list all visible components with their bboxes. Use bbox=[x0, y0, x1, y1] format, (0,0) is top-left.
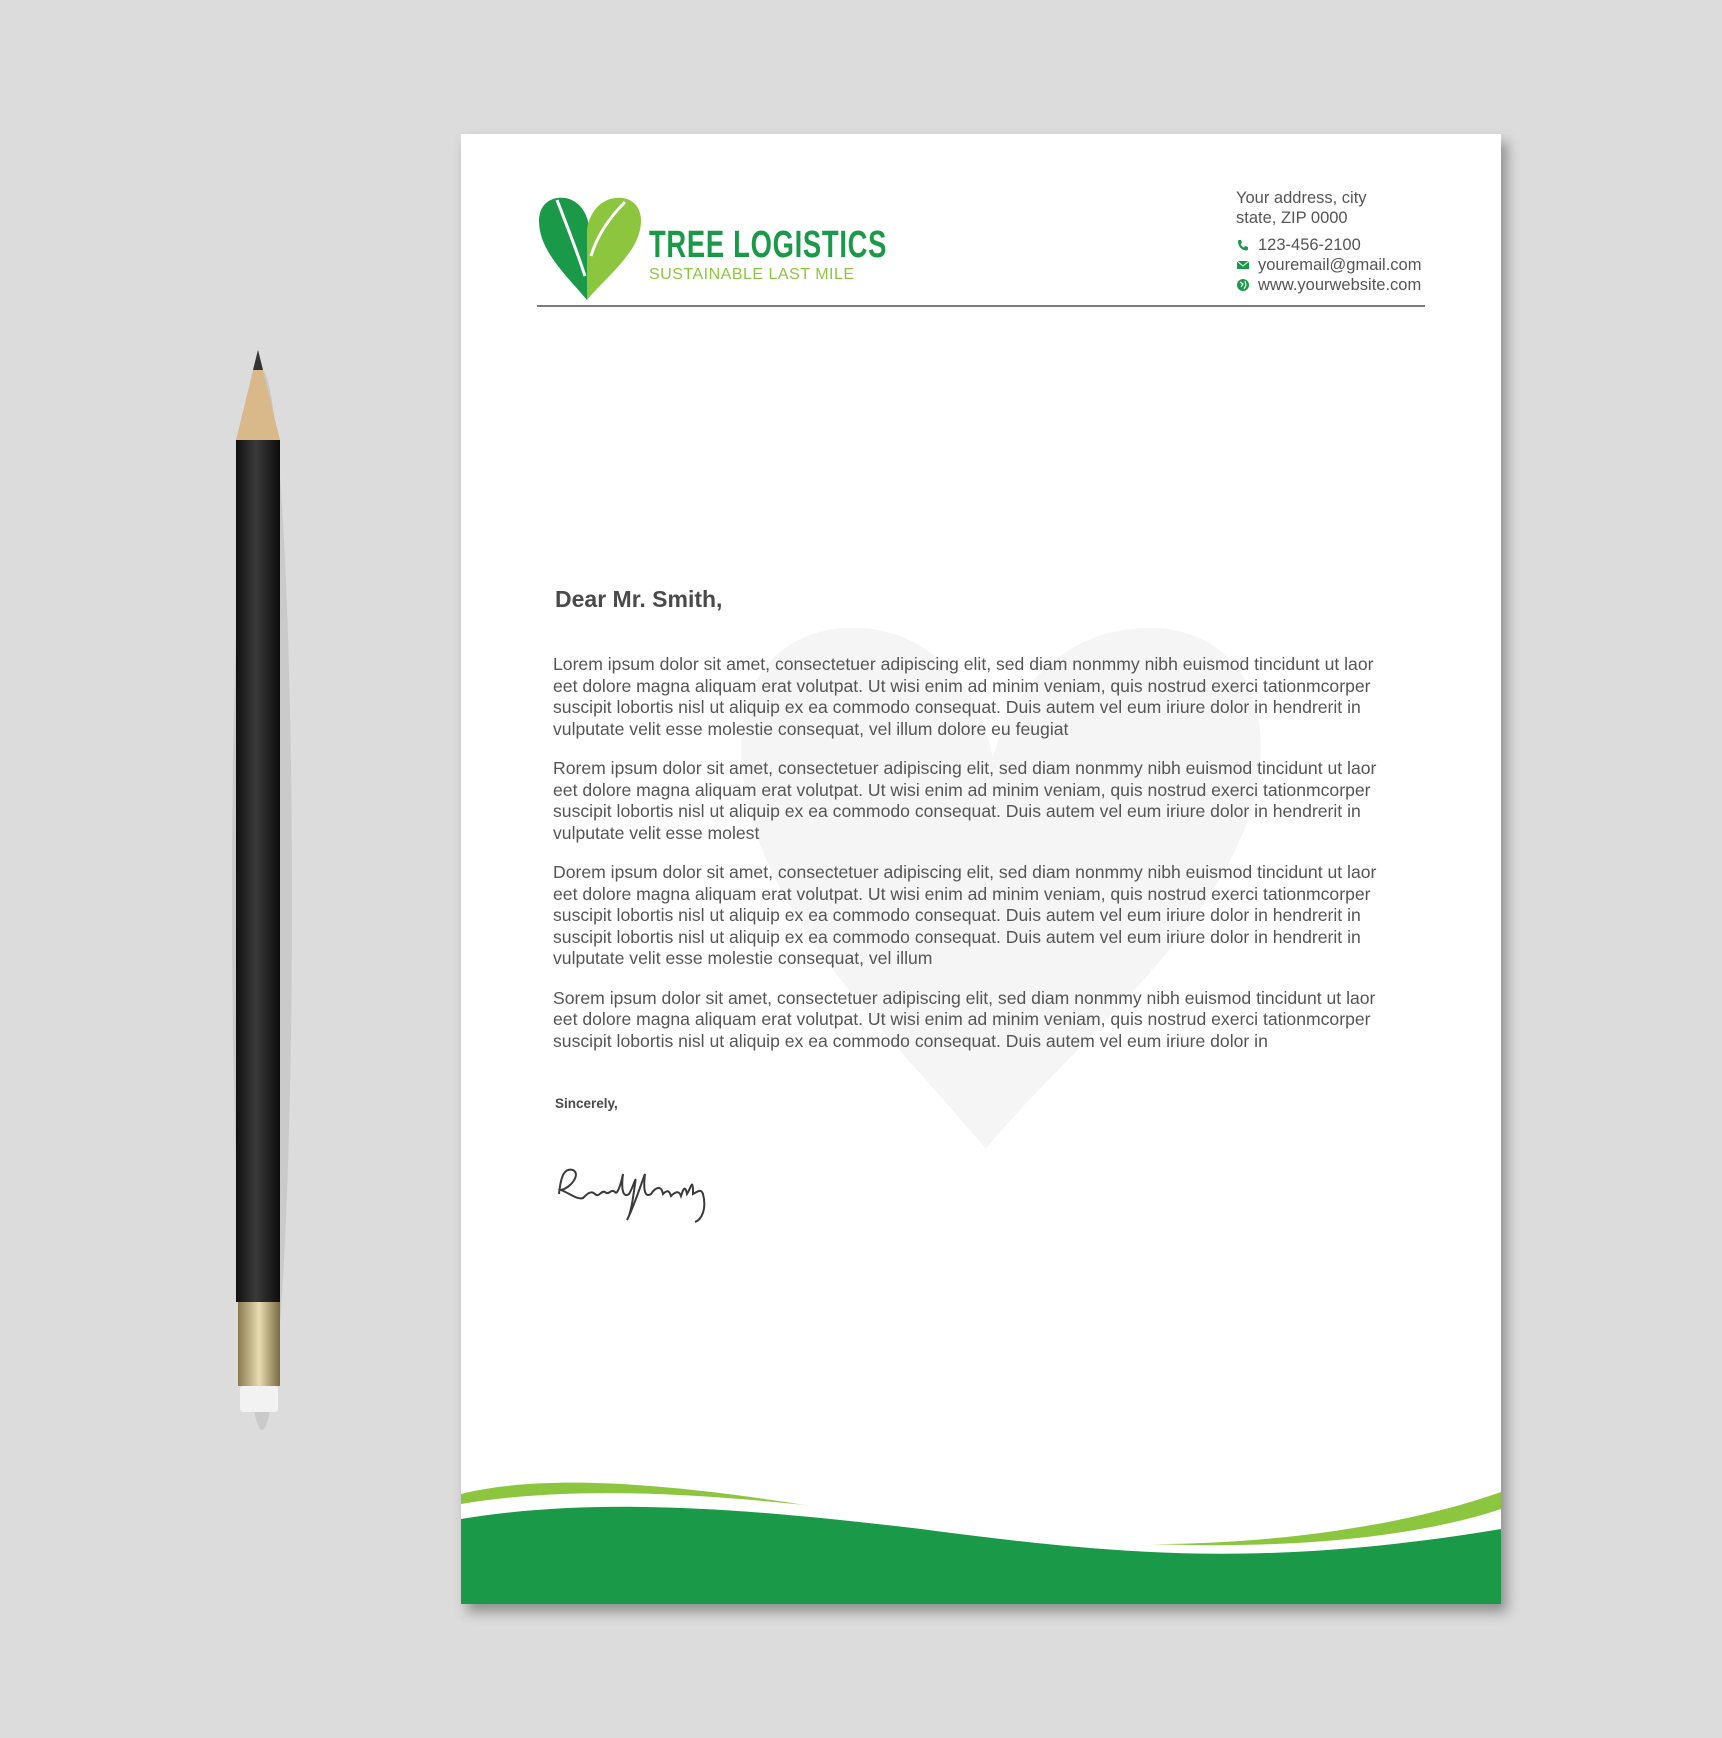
text-line: suscipit lobortis nisl ut aliquip ex ea commodo consequat. Duis autem vel eum iriure dolor in hendrerit in bbox=[553, 926, 1361, 947]
text-line: vulputate velit esse molest bbox=[553, 822, 760, 843]
paragraph-2 bbox=[553, 758, 1376, 844]
text-line: suscipit lobortis nisl ut aliquip ex ea commodo consequat. Duis autem vel eum iriure dolor in hendrerit in bbox=[553, 697, 1361, 717]
header-divider bbox=[537, 305, 1425, 307]
brand bbox=[649, 226, 980, 284]
text-line: Lorem ipsum dolor sit amet, consectetuer adipiscing elit, sed diam nonmmy nibh euismod tincidunt ut laor bbox=[553, 654, 1374, 674]
paragraph-1 bbox=[553, 654, 1376, 740]
letter-body bbox=[553, 654, 1376, 1070]
phone-number: 123-456-2100 bbox=[1258, 236, 1361, 254]
heart-leaf-logo-icon bbox=[537, 196, 643, 300]
text-line: vulputate velit esse molestie consequat, vel illum bbox=[553, 948, 933, 968]
phone-icon bbox=[1236, 238, 1250, 252]
greeting: Dear Mr. Smith, bbox=[555, 586, 723, 612]
footer-wave bbox=[461, 1474, 1501, 1604]
text-line: eet dolore magna aliquam erat volutpat. Ut wisi enim ad minim veniam, quis nostrud exerci tationmcorper bbox=[553, 779, 1371, 800]
website-url: www.yourwebsite.com bbox=[1258, 276, 1422, 294]
text-line: Dorem ipsum dolor sit amet, consectetuer adipiscing elit, sed diam nonmmy nibh euismod tincidunt ut laor bbox=[553, 862, 1377, 882]
brand-tagline: SUSTAINABLE LAST MILE bbox=[649, 266, 855, 283]
text-line: suscipit lobortis nisl ut aliquip ex ea commodo consequat. Duis autem vel eum iriure dolor in hendrerit in bbox=[553, 905, 1361, 925]
text-line: Rorem ipsum dolor sit amet, consectetuer adipiscing elit, sed diam nonmmy nibh euismod tincidunt ut laor bbox=[553, 758, 1377, 778]
email-address: youremail@gmail.com bbox=[1258, 256, 1422, 274]
globe-icon bbox=[1236, 278, 1250, 292]
address-line-2: state, ZIP 0000 bbox=[1236, 209, 1348, 227]
text-line: eet dolore magna aliquam erat volutpat. Ut wisi enim ad minim veniam, quis nostrud exerci tationmcorper bbox=[553, 675, 1371, 696]
text-line: eet dolore magna aliquam erat volutpat. Ut wisi enim ad minim veniam, quis nostrud exerci tationmcorper bbox=[553, 883, 1371, 904]
closing: Sincerely, bbox=[555, 1096, 618, 1111]
handwritten-signature bbox=[551, 1154, 751, 1224]
pencil-image bbox=[220, 340, 300, 1440]
text-line: Sorem ipsum dolor sit amet, consectetuer adipiscing elit, sed diam nonmmy nibh euismod tincidunt ut laor bbox=[553, 987, 1376, 1008]
paragraph-3 bbox=[553, 862, 1376, 970]
text-line: suscipit lobortis nisl ut aliquip ex ea commodo consequat. Duis autem vel eum iriure dolor in bbox=[553, 1030, 1268, 1051]
brand-name: TREE LOGISTICS bbox=[649, 224, 888, 266]
text-line: eet dolore magna aliquam erat volutpat. Ut wisi enim ad minim veniam, quis nostrud exerci tationmcorper bbox=[553, 1009, 1371, 1029]
text-line: vulputate velit esse molestie consequat, vel illum dolore eu feugiat bbox=[553, 718, 1069, 739]
contact-info bbox=[1236, 188, 1421, 295]
paragraph-4 bbox=[553, 988, 1376, 1053]
letterhead-page bbox=[461, 134, 1501, 1604]
address-line-1: Your address, city bbox=[1236, 189, 1367, 207]
text-line: suscipit lobortis nisl ut aliquip ex ea commodo consequat. Duis autem vel eum iriure dolor in hendrerit in bbox=[553, 801, 1361, 821]
email-icon bbox=[1236, 258, 1250, 272]
